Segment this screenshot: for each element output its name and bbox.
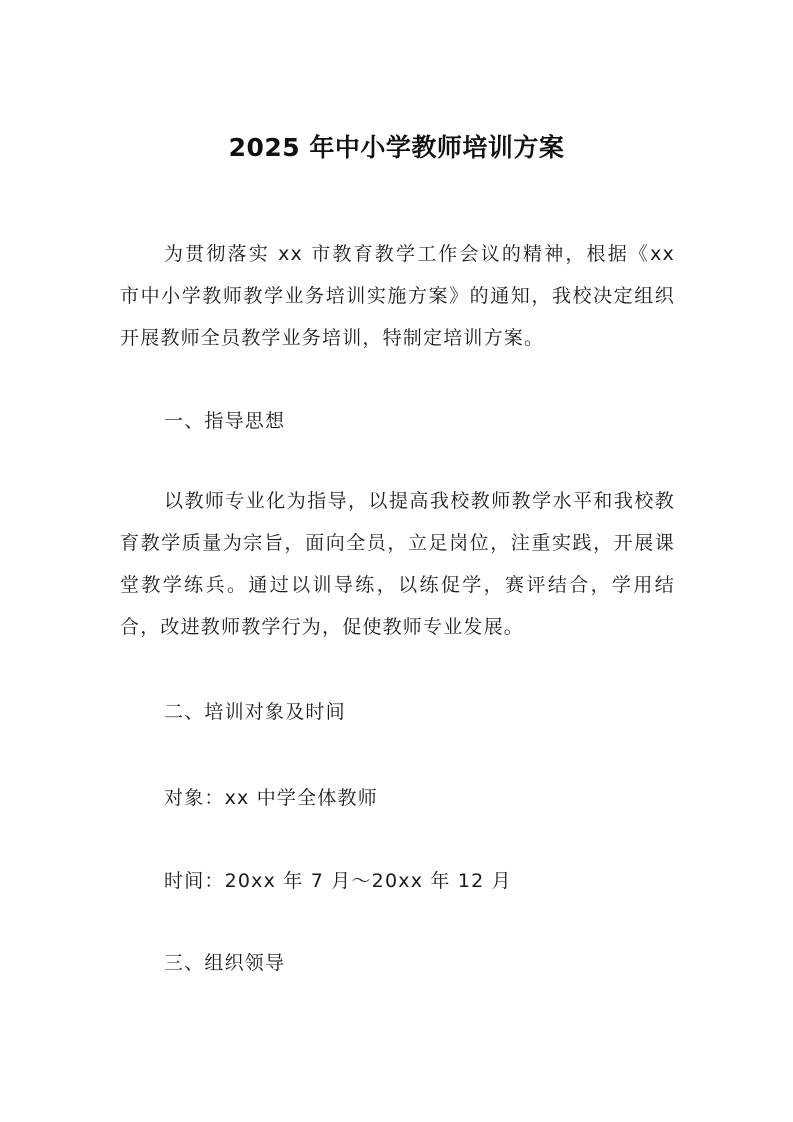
intro-paragraph: 为贯彻落实 xx 市教育教学工作会议的精神，根据《xx 市中小学教师教学业务培训实施方案》的通知，我校决定组织开展教师全员教学业务培训，特制定培训方案。 <box>120 243 675 349</box>
section-3-heading: 三、组织领导 <box>164 952 286 974</box>
section-1-body: 以教师专业化为指导，以提高我校教师教学水平和我校教育教学质量为宗旨，面向全员，立足岗位，注重实践，开展课堂教学练兵。通过以训导练，以练促学，赛评结合，学用结合，改进教师教学行为，促使教师专业发展。 <box>120 490 675 638</box>
section-1-heading: 一、指导思想 <box>164 410 286 432</box>
document-title: 2025 年中小学教师培训方案 <box>228 133 565 162</box>
time-line: 时间：20xx 年 7 月～20xx 年 12 月 <box>164 870 512 892</box>
target-line: 对象：xx 中学全体教师 <box>164 787 378 809</box>
section-2-heading: 二、培训对象及时间 <box>164 701 346 723</box>
